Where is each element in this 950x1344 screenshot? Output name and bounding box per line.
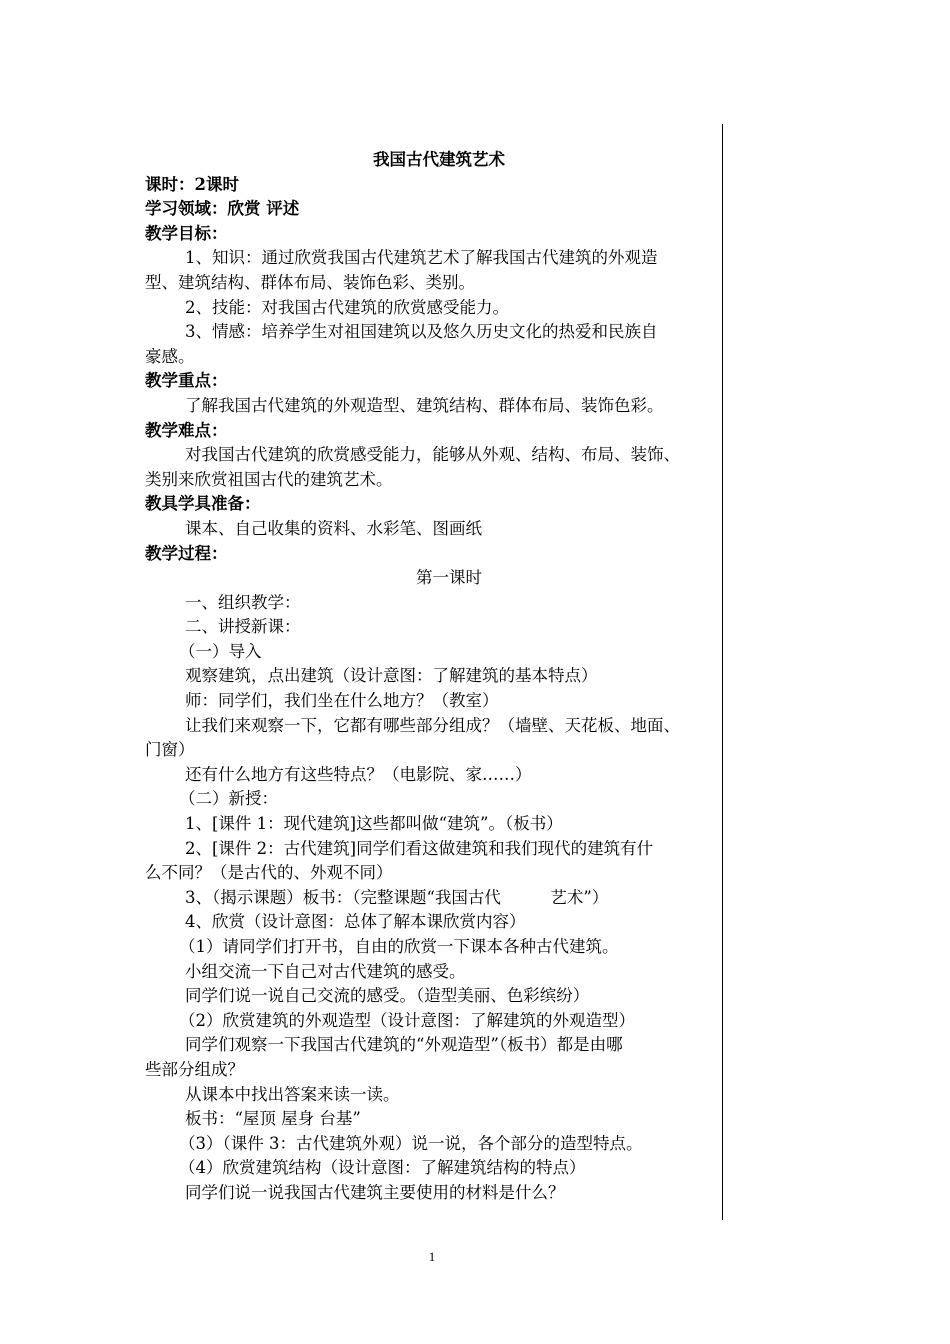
process-organize: 一、组织教学： xyxy=(185,592,301,612)
process-group-talk: 小组交流一下自己对古代建筑的感受。 xyxy=(185,961,466,981)
page-margin-rule xyxy=(722,124,723,1220)
difficulty-text: 对我国古代建筑的欣赏感受能力，能够从外观、结构、布局、装饰、 xyxy=(185,445,680,465)
goal-skill: 2、技能：对我国古代建筑的欣赏感受能力。 xyxy=(185,297,509,317)
process-board-writing: 板书：“屋顶 屋身 台基” xyxy=(185,1109,361,1129)
tools-text: 课本、自己收集的资料、水彩笔、图画纸 xyxy=(185,518,482,538)
process-courseware-3: （3）（课件 3：古代建筑外观）说一说，各个部分的造型特点。 xyxy=(179,1133,643,1153)
process-new-teaching: （二）新授： xyxy=(179,789,278,809)
process-appreciate: 4、欣赏（设计意图：总体了解本课欣赏内容） xyxy=(185,912,526,932)
process-courseware-1: 1、[课件 1：现代建筑]这些都叫做“建筑”。（板书） xyxy=(185,814,563,834)
lesson-hours: 课时：2课时 xyxy=(145,174,239,194)
difficulty-text-cont: 类别来欣赏祖国古代的建筑艺术。 xyxy=(145,469,393,489)
process-courseware-2: 2、[课件 2：古代建筑]同学们看这做建筑和我们现代的建筑有什 xyxy=(185,838,654,858)
goal-knowledge: 1、知识：通过欣赏我国古代建筑艺术了解我国古代建筑的外观造 xyxy=(185,248,658,268)
document-body xyxy=(145,148,719,1206)
process-intro: （一）导入 xyxy=(179,641,262,661)
process-appearance: （2）欣赏建筑的外观造型（设计意图：了解建筑的外观造型） xyxy=(179,1010,635,1030)
document-title: 我国古代建筑艺术 xyxy=(373,150,505,169)
process-teach: 二、讲授新课： xyxy=(185,617,301,637)
process-observe-appearance-cont: 些部分组成？ xyxy=(145,1059,244,1079)
process-heading: 教学过程： xyxy=(145,543,228,563)
process-parts-cont: 门窗） xyxy=(145,740,195,760)
process-other-places: 还有什么地方有这些特点？（电影院、家……） xyxy=(185,764,532,784)
process-parts: 让我们来观察一下，它都有哪些部分组成？（墙壁、天花板、地面、 xyxy=(185,715,680,735)
learning-domain: 学习领域：欣赏 评述 xyxy=(145,199,300,219)
goal-knowledge-cont: 型、建筑结构、群体布局、装饰色彩、类别。 xyxy=(145,272,475,292)
process-courseware-2-cont: 么不同？（是古代的、外观不同） xyxy=(145,863,393,883)
goal-emotion-cont: 豪感。 xyxy=(145,346,195,366)
process-observe-appearance: 同学们观察一下我国古代建筑的“外观造型”（板书）都是由哪 xyxy=(185,1035,623,1055)
page-number: 1 xyxy=(428,1249,436,1264)
goals-heading: 教学目标： xyxy=(145,223,228,243)
process-find-answer: 从课本中找出答案来读一读。 xyxy=(185,1084,400,1104)
process-question: 师：同学们，我们坐在什么地方？（教室） xyxy=(185,691,499,711)
process-observe: 观察建筑，点出建筑（设计意图：了解建筑的基本特点） xyxy=(185,666,598,686)
process-open-book: （1）请同学们打开书，自由的欣赏一下课本各种古代建筑。 xyxy=(179,937,619,956)
process-reveal-topic: 3、（揭示课题）板书：（完整课题“我国古代 艺术”） xyxy=(185,887,609,907)
process-share-feelings: 同学们说一说自己交流的感受。（造型美丽、色彩缤纷） xyxy=(185,986,590,1006)
tools-heading: 教具学具准备： xyxy=(145,494,261,514)
key-points-text: 了解我国古代建筑的外观造型、建筑结构、群体布局、装饰色彩。 xyxy=(185,395,664,415)
goal-emotion: 3、情感：培养学生对祖国建筑以及悠久历史文化的热爱和民族自 xyxy=(185,322,658,342)
difficulty-heading: 教学难点： xyxy=(145,420,228,440)
process-materials: 同学们说一说我国古代建筑主要使用的材料是什么？ xyxy=(185,1182,565,1202)
process-structure: （4）欣赏建筑结构（设计意图：了解建筑结构的特点） xyxy=(179,1158,586,1178)
first-lesson-heading: 第一课时 xyxy=(416,568,482,588)
key-points-heading: 教学重点： xyxy=(145,371,228,391)
